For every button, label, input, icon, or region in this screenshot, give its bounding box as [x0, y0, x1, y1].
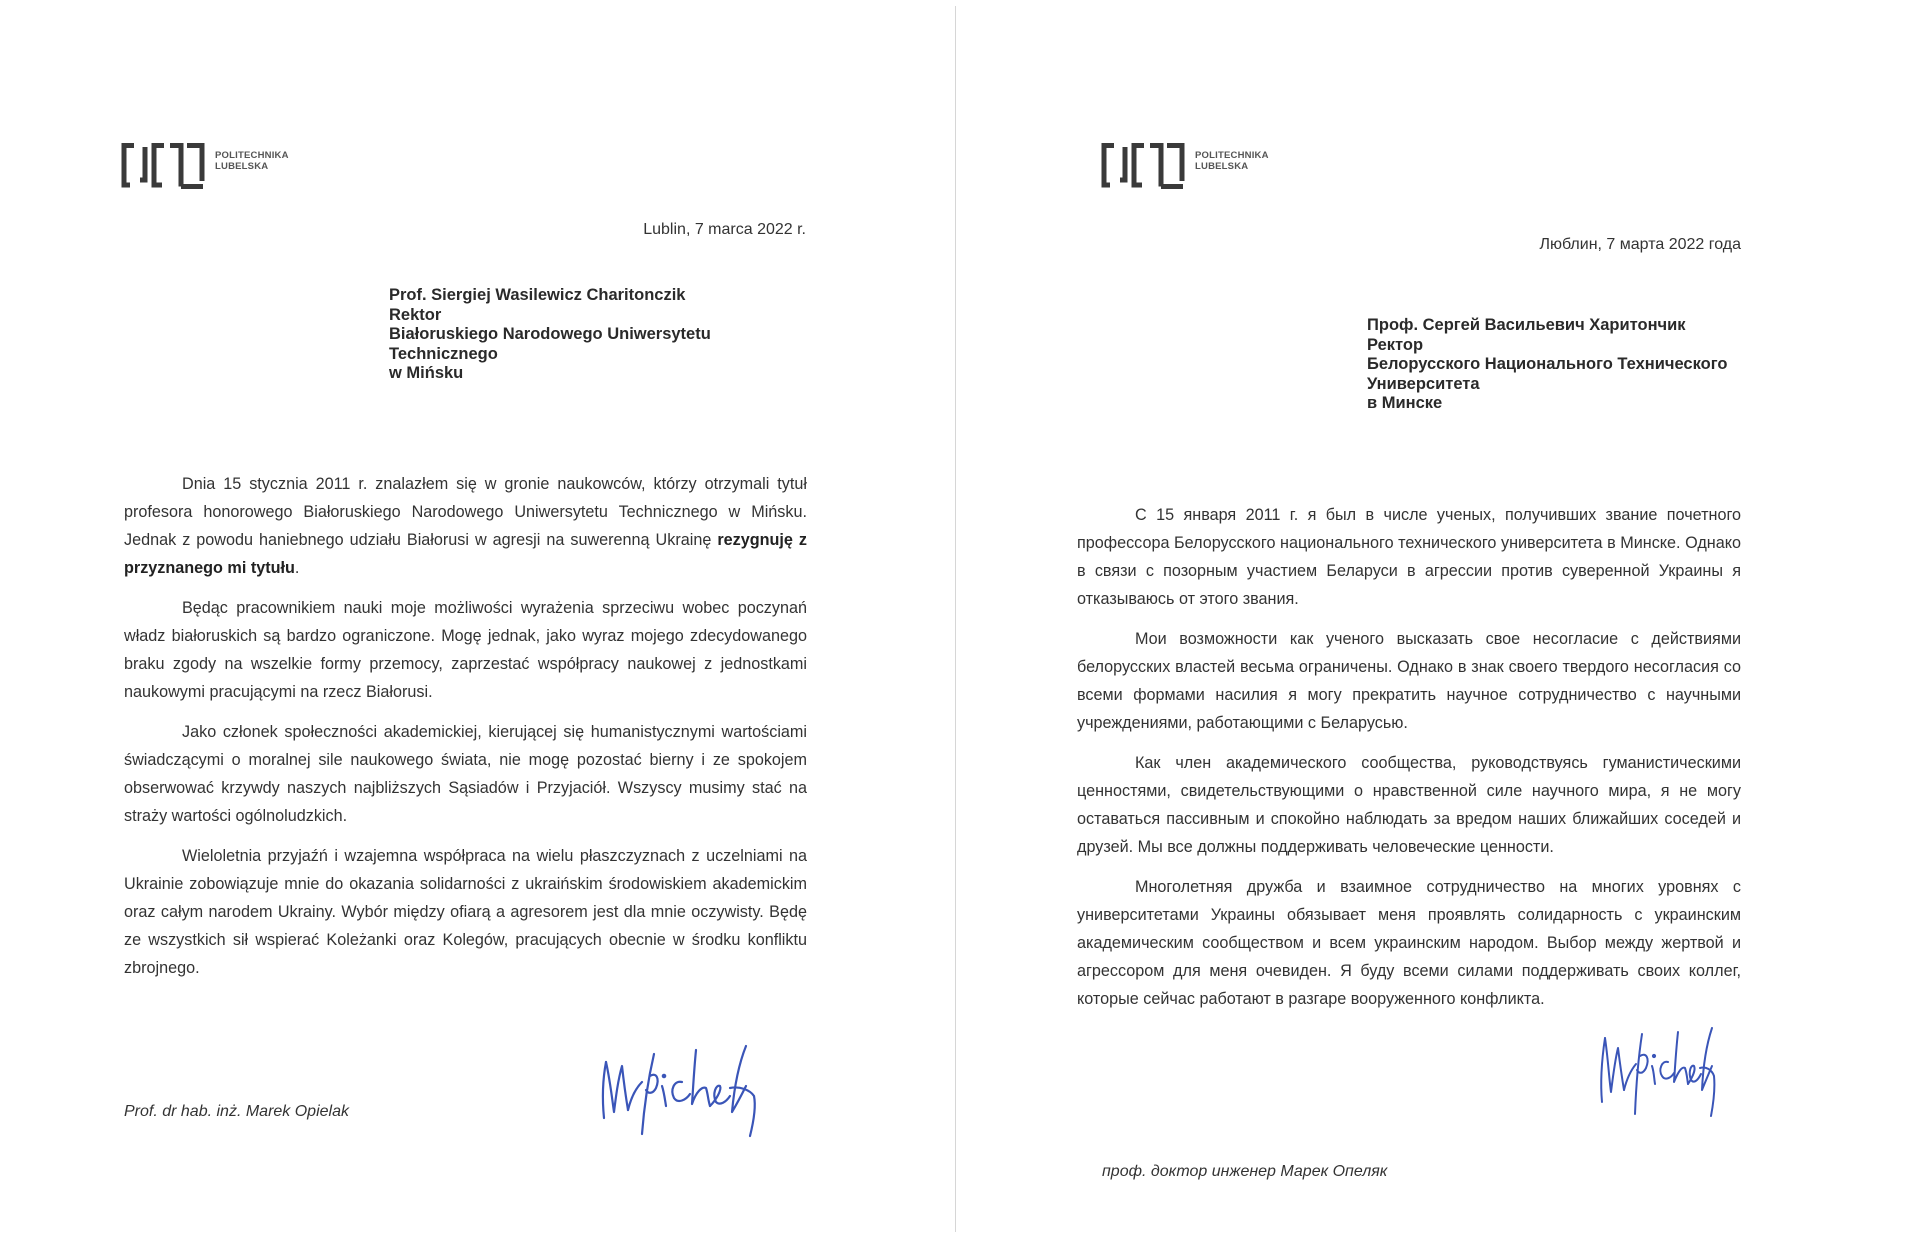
addressee-title: Ректор	[1367, 335, 1424, 354]
addressee-city: в Минске	[1367, 394, 1443, 412]
resignation-emphasis: rezygnuję z przyznanego mi tytułu	[124, 531, 807, 577]
addressee-institution-line: Białoruskiego Narodowego Uniwersytetu	[389, 325, 711, 343]
addressee-institution-line: Technicznego	[389, 344, 498, 363]
addressee-title: Rektor	[389, 305, 442, 324]
addressee-institution-line: Белорусского Национального Технического	[1367, 355, 1728, 373]
university-logo-icon	[121, 143, 205, 189]
addressee-name: Prof. Siergiej Wasilewicz Charitonczik	[389, 286, 686, 304]
handwritten-signature	[1596, 1018, 1716, 1122]
body-paragraph: Wieloletnia przyjaźń i wzajemna współpraca na wielu płaszczyznach z uczelniami na Ukrainie zobowiązuje mnie do okazania solidarności z ukraińskim środowiskiem akademickim oraz całym narodem Ukrainy. Wybór między ofiarą a agresorem jest dla mnie oczywisty. Będę ze wszystkich sił wspierać Koleżanki oraz Kolegów, pracujących obecnie w środku konfliktu zbrojnego.	[124, 847, 807, 977]
addressee-name: Проф. Сергей Васильевич Харитончик	[1367, 316, 1686, 334]
logo-text: POLITECHNIKA LUBELSKA	[215, 150, 289, 172]
russian-letter-page	[956, 0, 1920, 1236]
addressee-city: w Mińsku	[389, 364, 464, 382]
polish-letter-page	[0, 0, 955, 1236]
signatory-name: проф. доктор инженер Марек Опеляк	[1102, 1163, 1388, 1180]
logo-text: POLITECHNIKA LUBELSKA	[1195, 150, 1269, 172]
body-paragraph: Jako członek społeczności akademickiej, kierującej się humanistycznymi wartościami świadczącymi o moralnej sile naukowego świata, nie mogę pozostać bierny i ze spokojem obserwować krzywdy naszych najbliższych Sąsiadów i Przyjaciół. Wszyscy musimy stać na straży wartości ogólnoludzkich.	[124, 723, 807, 825]
university-logo	[121, 143, 289, 189]
body-paragraph: Многолетняя дружба и взаимное сотрудничество на многих уровнях с университетами Украины обязывает меня проявлять солидарность с украинским академическим сообществом и всем украинским народом. Выбор между жертвой и агрессором для меня очевиден. Я буду всеми силами поддерживать своих коллег, которые сейчас работают в разгаре вооруженного конфликта.	[1077, 878, 1741, 1008]
body-paragraph: Как член академического сообщества, руководствуясь гуманистическими ценностями, свидетельствующими о нравственной силе научного мира, я не могу оставаться пассивным и спокойно наблюдать за вредом наших ближайших соседей и друзей. Мы все должны поддерживать человеческие ценности.	[1077, 754, 1741, 856]
body-paragraph: Dnia 15 stycznia 2011 r. znalazłem się w gronie naukowców, którzy otrzymali tytuł profesora honorowego Białoruskiego Narodowego Uniwersytetu Technicznego w Mińsku. Jednak z powodu haniebnego udziału Białorusi w agresji na suwerenną Ukrainę rezygnuję z przyznanego mi tytułu.	[124, 475, 807, 577]
signatory-name: Prof. dr hab. inż. Marek Opielak	[124, 1103, 349, 1120]
letter-date: Lublin, 7 marca 2022 r.	[643, 221, 806, 238]
letter-body	[124, 470, 807, 994]
addressee-institution-line: Университета	[1367, 374, 1480, 393]
university-logo-icon	[1101, 143, 1185, 189]
letter-date: Люблин, 7 марта 2022 года	[1539, 236, 1741, 253]
handwritten-signature	[598, 1040, 774, 1140]
addressee-block	[1367, 316, 1727, 414]
body-paragraph: С 15 января 2011 г. я был в числе ученых, получивших звание почетного профессора Белорусского национального технического университета в Минске. Однако в связи с позорным участием Беларуси в агрессии против суверенной Украины я отказываюсь от этого звания.	[1077, 506, 1741, 608]
letter-body	[1077, 501, 1741, 1025]
body-paragraph: Мои возможности как ученого высказать свое несогласие с действиями белорусских властей весьма ограничены. Однако в знак своего твердого несогласия со всеми формами насилия я могу прекратить научное сотрудничество с научными учреждениями, работающими с Беларусью.	[1077, 630, 1741, 732]
body-paragraph: Będąc pracownikiem nauki moje możliwości wyrażenia sprzeciwu wobec poczynań władz białoruskich są bardzo ograniczone. Mogę jednak, jako wyraz mojego zdecydowanego braku zgody na wszelkie formy przemocy, zaprzestać współpracy naukowej z jednostkami naukowymi pracującymi na rzecz Białorusi.	[124, 599, 807, 701]
university-logo	[1101, 143, 1269, 189]
addressee-block	[389, 286, 711, 384]
